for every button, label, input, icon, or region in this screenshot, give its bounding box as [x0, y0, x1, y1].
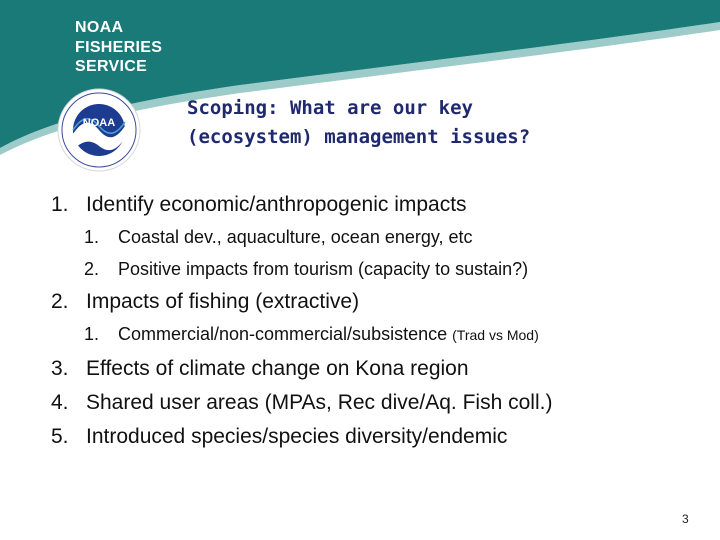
subitem-text: Coastal dev., aquaculture, ocean energy, etc: [118, 227, 473, 247]
brand-line-1: NOAA: [75, 19, 124, 36]
item-text: Impacts of fishing (extractive): [86, 290, 360, 313]
sub-list-item: [84, 324, 539, 345]
subitem-number: 1.: [84, 227, 100, 247]
list-item: [51, 290, 359, 314]
item-number: 5.: [51, 425, 69, 448]
subitem-note: (Trad vs Mod): [452, 327, 539, 343]
item-text: Effects of climate change on Kona region: [86, 357, 469, 380]
item-number: 4.: [51, 391, 69, 414]
item-number: 3.: [51, 357, 69, 380]
item-text: Shared user areas (MPAs, Rec dive/Aq. Fish coll.): [86, 391, 553, 414]
list-item: [51, 357, 469, 381]
page-number: 3: [682, 512, 689, 526]
list-item: [51, 391, 552, 415]
sub-list-item: [84, 227, 473, 248]
item-number: 1.: [51, 193, 69, 216]
subitem-number: 2.: [84, 259, 100, 279]
item-text: Identify economic/anthropogenic impacts: [86, 193, 467, 216]
subitem-text: Positive impacts from tourism (capacity to sustain?): [118, 259, 529, 279]
item-text: Introduced species/species diversity/endemic: [86, 425, 508, 448]
item-number: 2.: [51, 290, 69, 313]
logo-text: NOAA: [82, 117, 116, 129]
list-item: [51, 193, 467, 217]
list-item: [51, 425, 507, 449]
noaa-fisheries-wordmark: [75, 18, 162, 77]
noaa-logo-icon: [57, 88, 141, 172]
brand-line-2: FISHERIES: [75, 38, 163, 56]
slide-title-line-2: (ecosystem) management issues?: [187, 126, 531, 148]
slide-title: [187, 94, 530, 152]
sub-list-item: [84, 259, 528, 280]
subitem-text: Commercial/non-commercial/subsistence: [118, 324, 448, 344]
brand-line-3: SERVICE: [75, 58, 148, 75]
subitem-number: 1.: [84, 324, 100, 344]
slide-title-line-1: Scoping: What are our key: [187, 97, 473, 119]
